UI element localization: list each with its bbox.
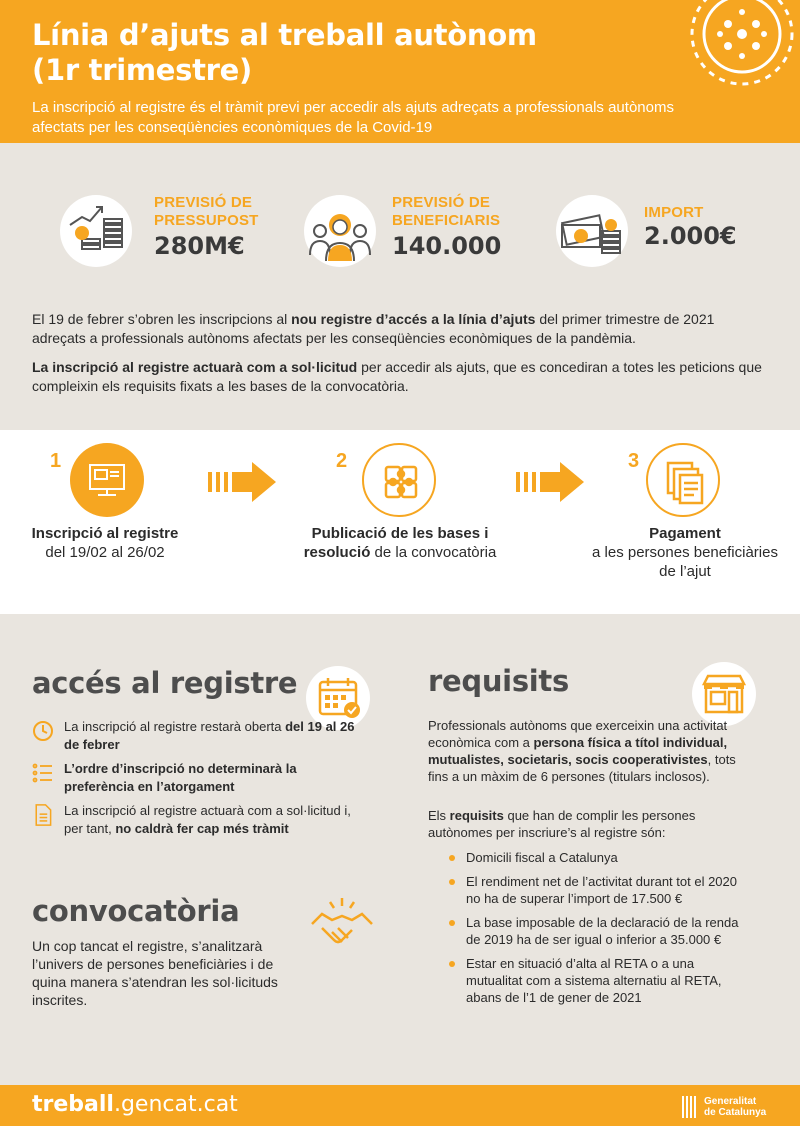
convocatoria-text: Un cop tancat el registre, s’analitzarà l’univers de persones beneficiàries i de quina manera s’atendran les sol·licituds inscrites. (32, 938, 278, 1008)
stat-value: 2.000€ (644, 222, 737, 250)
list-item: El rendiment net de l’activitat durant tot el 2020 no ha de superar l’import de 17.500 € (428, 873, 748, 907)
page-title: Línia d’ajuts al treball autònom (1r trimestre) (32, 18, 537, 87)
step-1-text: Inscripció al registre del 19/02 al 26/02 (31, 525, 179, 561)
stat-import: IMPORT 2.000€ (556, 190, 756, 270)
requisits-lead: Els requisits que han de complir les persones autònomes per inscriure’s al registre són: (428, 808, 696, 840)
virus-icon (676, 0, 800, 96)
arrow-right-icon (206, 460, 278, 504)
generalitat-logo: Generalitat de Catalunya (682, 1095, 782, 1119)
requisits-intro: Professionals autònoms que exerceixin una activitat econòmica com a persona física a títol individual, mutualistes, societaris, socis cooperativistes, tots fins a un màxim de 6 persones (titulars inclosos). (428, 718, 736, 784)
senyera-icon (682, 1096, 698, 1118)
list-icon (32, 762, 54, 784)
stat-pressupost: PREVISIÓ DE PRESSUPOST 280M€ (60, 190, 280, 270)
intro-text: El 19 de febrer s’obren les inscripcions al nou registre d’accés a la línia d’ajuts del primer trimestre de 2021 adreçats a professionals autònoms afectats per les conseqüències econòmiques de la pandèmia. La inscripció al registre actuarà com a sol·licitud per accedir als ajuts, que es concediran a totes les peticions que compleixin els requisits fixats a les bases de la convocatòria. (32, 311, 762, 394)
stats-row (0, 190, 800, 280)
list-item: Estar en situació d’alta al RETA o a una mutualitat com a sistema alternatiu al RETA, abans de l’1 de gener de 2021 (428, 955, 748, 1006)
arrow-right-icon (514, 460, 586, 504)
list-item: Domicili fiscal a Catalunya (428, 849, 748, 866)
acces-title: accés al registre (32, 666, 298, 700)
documents-icon (646, 443, 720, 517)
step-2-text: Publicació de les bases i resolució de la convocatòria (303, 525, 497, 561)
steps-panel: 1 Inscripció al registre del 19/02 al 26/02 2 Publicació de les bases i resolució de la convocatòria 3 Pagament a les persones beneficiàries de l’ajut (0, 430, 800, 614)
convocatoria-title: convocatòria (32, 894, 240, 928)
requisits-list (428, 849, 748, 1013)
footer-url[interactable]: treball.gencat.cat (32, 1092, 238, 1117)
handshake-icon (306, 888, 378, 960)
requisits-title: requisits (428, 664, 569, 698)
computer-icon (70, 443, 144, 517)
clock-icon (32, 720, 54, 742)
step-3-text: Pagament a les persones beneficiàries de l’ajut (592, 525, 778, 580)
puzzle-icon (362, 443, 436, 517)
stat-value: 280M€ (154, 232, 245, 260)
header-banner (0, 0, 800, 143)
header-subtitle: La inscripció al registre és el tràmit previ per accedir als ajuts adreçats a professionals autònoms afectats per les conseqüències econòmiques de la Covid-19 (32, 99, 674, 136)
footer (0, 1085, 800, 1126)
cash-coins-icon (556, 195, 628, 267)
stat-value: 140.000 (392, 232, 502, 260)
list-item: La base imposable de la declaració de la renda de 2019 ha de ser igual o inferior a 35.000 € (428, 914, 748, 948)
document-icon (32, 804, 54, 826)
stat-beneficiaris: PREVISIÓ DE BENEFICIARIS 140.000 (304, 190, 524, 270)
people-icon (304, 195, 376, 267)
money-growth-icon (60, 195, 132, 267)
